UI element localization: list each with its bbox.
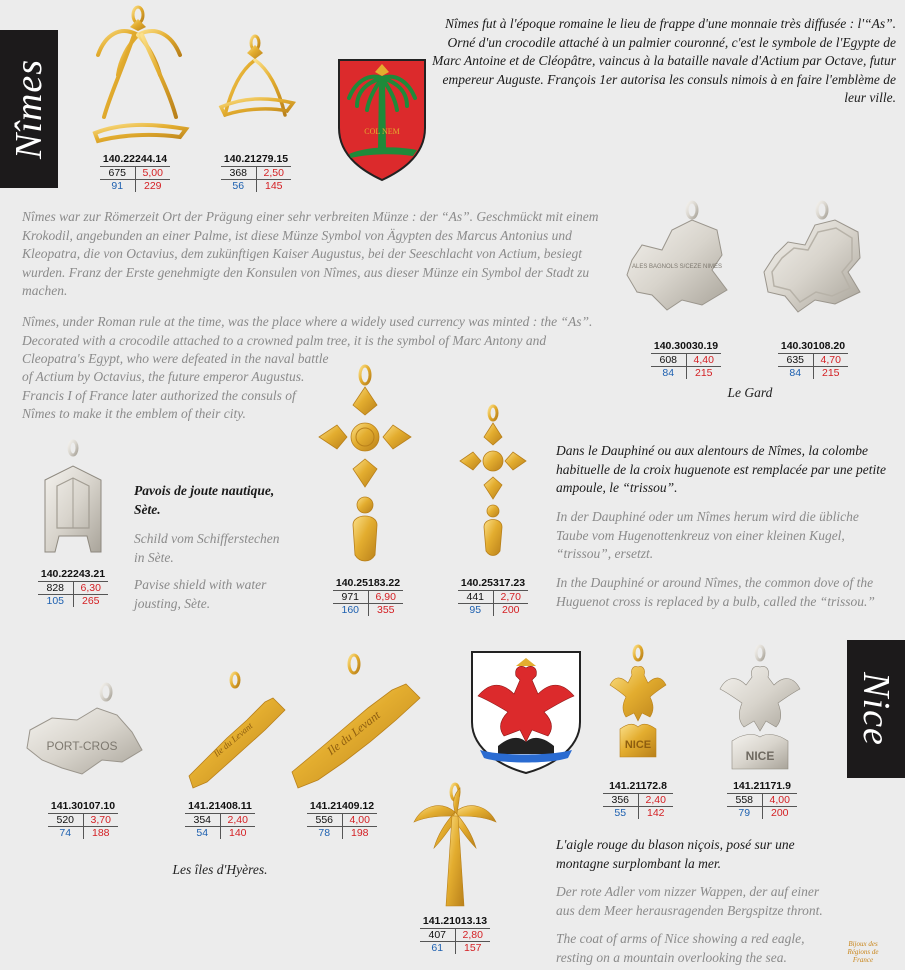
product-code: 140.22243.21	[38, 568, 108, 582]
product-code: 141.21013.13	[420, 915, 490, 929]
product-price: 4,00	[769, 794, 790, 806]
dauphine-text-en: In the Dauphiné or around Nîmes, the common dove of the Huguenot cross is replaced by a bulb, called the “trissou.”	[556, 575, 875, 609]
product-value-red: 140	[228, 827, 247, 839]
nice-eagle-pendant-silver	[718, 645, 803, 780]
product-weight: 971	[333, 591, 369, 603]
product-value-red: 188	[91, 827, 110, 839]
hyeres-caption: Les îles d'Hyères.	[172, 862, 268, 877]
product-weight: 828	[38, 582, 74, 594]
tab-nice	[847, 640, 905, 778]
product-price: 5,00	[142, 167, 163, 179]
product-value-red: 355	[376, 604, 395, 616]
product-ref-8	[48, 800, 118, 839]
product-weight: 608	[651, 354, 687, 366]
product-weight: 356	[603, 794, 639, 806]
product-weight: 407	[420, 929, 456, 941]
product-ref-13	[727, 780, 797, 819]
product-weight: 441	[458, 591, 494, 603]
product-ref-7	[458, 577, 528, 616]
ile-du-levant-pendant-large	[288, 652, 428, 802]
product-code: 140.22244.14	[100, 153, 170, 167]
product-ref-3	[651, 340, 721, 379]
product-price: 2,40	[645, 794, 666, 806]
signature: Bijoux des Régions de France	[847, 940, 879, 964]
product-ref-4	[778, 340, 848, 379]
gard-map-pendant-engraved	[622, 200, 737, 315]
product-price: 2,70	[500, 591, 521, 603]
nice-pendant-silver-text: NICE	[745, 749, 775, 763]
product-value-blue: 84	[778, 367, 814, 379]
nimes-text-fr: Nîmes fut à l'époque romaine le lieu de frappe d'une monnaie très diffusée : l'“As”. Orné d'un crocodile attaché à un palmier couronné, c'est le symbole de l'Egypte de Marc Antoine et de Cléopâtre, vaincus à la bataille navale d'Actium par Octave, futur empereur Auguste. François 1er autorisa les consuls nimois à en faire l'emblème de leur ville.	[432, 16, 896, 105]
palm-tree-pendant	[410, 782, 500, 912]
product-price: 2,50	[263, 167, 284, 179]
tab-nimes	[0, 30, 58, 188]
product-value-blue: 91	[100, 180, 136, 192]
nice-pendant-gold-text: NICE	[624, 739, 652, 751]
portcros-text: PORT-CROS	[46, 739, 118, 753]
port-cros-pendant	[22, 680, 147, 795]
product-value-red: 229	[143, 180, 162, 192]
product-weight: 675	[100, 167, 136, 179]
huguenot-cross-pendant-small	[458, 405, 528, 570]
product-price: 6,90	[375, 591, 396, 603]
product-value-red: 200	[501, 604, 520, 616]
product-price: 3,70	[90, 814, 111, 826]
product-value-blue: 79	[727, 807, 763, 819]
product-ref-6	[333, 577, 403, 616]
dauphine-text-fr: Dans le Dauphiné ou aux alentours de Nîmes, la colombe habituelle de la croix huguenote est remplacée par une petite ampoule, le “trissou”.	[556, 443, 887, 495]
product-code: 140.30030.19	[651, 340, 721, 354]
product-code: 140.30108.20	[778, 340, 848, 354]
nimes-text-en-2: of Actium by Octavius, the future emperor Augustus. Francis I of France later authorized the consuls of Nîmes to make it the emblem of their city.	[22, 369, 305, 421]
nimes-coat-of-arms	[337, 58, 427, 183]
product-value-blue: 54	[185, 827, 221, 839]
tab-nice-label: Nice	[855, 672, 898, 746]
product-value-blue: 61	[420, 942, 456, 954]
product-weight: 556	[307, 814, 343, 826]
product-code: 140.25183.22	[333, 577, 403, 591]
product-value-blue: 74	[48, 827, 84, 839]
product-value-red: 215	[694, 367, 713, 379]
nice-eagle-pendant-gold	[608, 645, 668, 775]
product-value-blue: 56	[221, 180, 257, 192]
product-code: 141.21172.8	[603, 780, 673, 794]
nice-text-en: The coat of arms of Nice showing a red eagle, resting on a mountain overlooking the sea.	[556, 931, 805, 965]
product-value-red: 142	[646, 807, 665, 819]
product-ref-11	[420, 915, 490, 954]
pavois-text-de: Schild vom Schifferstechen in Sète.	[134, 531, 280, 565]
nice-coat-of-arms	[470, 650, 582, 775]
nimes-text-en-1: Nîmes, under Roman rule at the time, was the place where a widely used currency was minted : the “As”. Decorated with a crocodile attached to a crowned palm tree, it is the symbol of Marc Antony and Cleopatra's Egypt, who were defeated in the naval battle	[22, 314, 593, 366]
product-code: 141.30107.10	[48, 800, 118, 814]
coat-nimes-text: COL NEM	[364, 127, 400, 136]
product-value-blue: 95	[458, 604, 494, 616]
product-code: 141.21408.11	[185, 800, 255, 814]
levant-text-small: Ile du Levant	[211, 720, 255, 759]
levant-text-large: Ile du Levant	[324, 707, 383, 758]
product-weight: 354	[185, 814, 221, 826]
product-code: 141.21409.12	[307, 800, 377, 814]
product-price: 4,00	[349, 814, 370, 826]
pavois-text-en: Pavise shield with water jousting, Sète.	[134, 577, 267, 611]
product-ref-1	[100, 153, 170, 192]
gard-map-pendant-plain	[760, 200, 870, 320]
pavois-shield-pendant	[35, 440, 110, 565]
huguenot-cross-pendant-large	[315, 365, 415, 575]
product-weight: 558	[727, 794, 763, 806]
dauphine-text-de: In der Dauphiné oder um Nîmes herum wird die übliche Taube vom Hugenottenkreuz von einer kleinen Kugel, “trissou”, ersetzt.	[556, 509, 859, 561]
product-value-blue: 160	[333, 604, 369, 616]
product-ref-12	[603, 780, 673, 819]
product-value-red: 215	[821, 367, 840, 379]
nimes-text-de: Nîmes war zur Römerzeit Ort der Prägung einer sehr verbreiten Münze : der “As”. Geschmückt mit einem Krokodil, angebunden an einer Palme, ist diese Münze Symbol von Ägypten des Marcus Antonius und Kleopatra, die von Octavius, dem zukünftigen Kaiser Augustus, bei der Seeschlacht von Actium, besiegt wurden. Franz der Erste genehmigte den Konsulen von Nîmes, aus dieser Münze ein Symbol der Stadt zu machen.	[22, 209, 599, 298]
product-price: 2,40	[227, 814, 248, 826]
product-ref-9	[185, 800, 255, 839]
product-weight: 635	[778, 354, 814, 366]
product-price: 6,30	[80, 582, 101, 594]
nice-text-de: Der rote Adler vom nizzer Wappen, der auf einer aus dem Meer herausragenden Bergspitze thront.	[556, 884, 823, 918]
nice-text-fr: L'aigle rouge du blason niçois, posé sur une montagne surplombant la mer.	[556, 837, 795, 871]
product-weight: 520	[48, 814, 84, 826]
gard-caption: Le Gard	[727, 385, 773, 400]
product-code: 140.21279.15	[221, 153, 291, 167]
product-value-red: 265	[81, 595, 100, 607]
product-price: 4,70	[820, 354, 841, 366]
product-value-blue: 78	[307, 827, 343, 839]
gard-map-text: ALES BAGNOLS S/CEZE NIMES	[631, 264, 723, 270]
product-code: 141.21171.9	[727, 780, 797, 794]
product-ref-5	[38, 568, 108, 607]
product-weight: 368	[221, 167, 257, 179]
product-value-blue: 84	[651, 367, 687, 379]
pavois-text-fr: Pavois de joute nautique, Sète.	[134, 483, 275, 517]
product-price: 2,80	[462, 929, 483, 941]
product-price: 4,40	[693, 354, 714, 366]
product-ref-2	[221, 153, 291, 192]
palm-crocodile-pendant-small	[213, 35, 298, 145]
product-value-red: 198	[350, 827, 369, 839]
tab-nimes-label: Nîmes	[8, 59, 50, 159]
product-value-blue: 105	[38, 595, 74, 607]
ile-du-levant-pendant-small	[185, 670, 290, 800]
product-value-red: 145	[264, 180, 283, 192]
product-value-blue: 55	[603, 807, 639, 819]
product-value-red: 157	[463, 942, 482, 954]
product-ref-10	[307, 800, 377, 839]
product-value-red: 200	[770, 807, 789, 819]
palm-crocodile-pendant-large	[90, 5, 190, 150]
product-code: 140.25317.23	[458, 577, 528, 591]
